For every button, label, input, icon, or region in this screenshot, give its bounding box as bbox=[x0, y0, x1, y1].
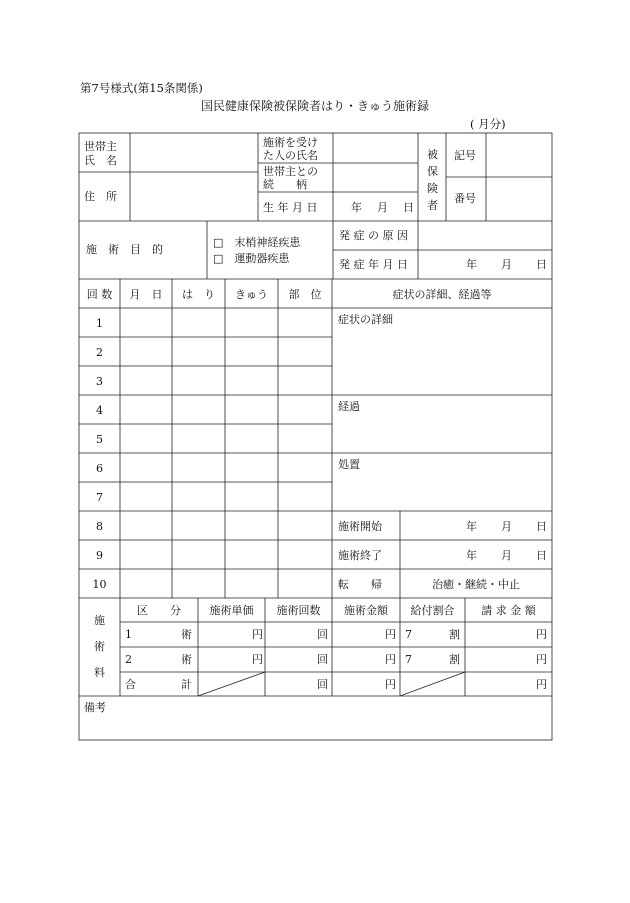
fee-row1-times: 回 bbox=[317, 628, 328, 641]
onset-month-label: 月 bbox=[501, 258, 512, 271]
fee-row1-unit-yen: 円 bbox=[252, 628, 263, 641]
symbol-label: 記号 bbox=[454, 149, 476, 162]
householder-label-1: 世帯主 bbox=[84, 140, 117, 153]
end-label: 施術終了 bbox=[338, 549, 382, 562]
birth-month-label: 月 bbox=[377, 201, 388, 214]
fee-total-label: 合 bbox=[125, 678, 136, 691]
purpose-option-musculoskeletal[interactable]: □ 運動器疾患 bbox=[213, 252, 290, 265]
purpose-option-peripheral-nerve[interactable]: □ 末梢神経疾患 bbox=[213, 236, 301, 249]
fee-header-category: 区 分 bbox=[137, 604, 181, 617]
fee-header-claim: 請 求 金 額 bbox=[481, 604, 536, 617]
relation-label-2: 続 柄 bbox=[263, 178, 307, 191]
insured-char-2: 保 bbox=[427, 165, 438, 178]
fee-row2-wari: 割 bbox=[449, 653, 460, 666]
fee-side-2: 術 bbox=[94, 640, 105, 653]
relation-label-1: 世帯主との bbox=[263, 165, 318, 178]
row-number: 9 bbox=[96, 549, 103, 562]
fee-row1-wari: 割 bbox=[449, 628, 460, 641]
end-day-label: 日 bbox=[536, 549, 547, 562]
start-label: 施術開始 bbox=[338, 520, 382, 533]
fee-header-unit: 施術単価 bbox=[209, 604, 254, 617]
fee-row1-number: 1 bbox=[125, 628, 132, 641]
cause-label: 発 症 の 原 因 bbox=[339, 229, 408, 242]
treatment-field[interactable] bbox=[332, 453, 552, 511]
householder-name-field[interactable] bbox=[130, 133, 258, 172]
recipient-name-field[interactable] bbox=[333, 133, 418, 163]
fee-side-1: 施 bbox=[94, 614, 105, 627]
remarks-field[interactable] bbox=[79, 696, 552, 740]
symptom-label: 症状の詳細 bbox=[338, 313, 393, 326]
treatment-label: 処置 bbox=[338, 458, 360, 471]
fee-row2-ratio: 7 bbox=[405, 653, 412, 666]
fee-row2-amount: 円 bbox=[385, 653, 396, 666]
row-number: 5 bbox=[96, 433, 103, 446]
recipient-label-1: 施術を受け bbox=[263, 136, 318, 149]
onset-label: 発 症 年 月 日 bbox=[339, 258, 408, 271]
row-number: 7 bbox=[96, 491, 103, 504]
header-details: 症状の詳細、経過等 bbox=[392, 288, 492, 301]
start-month-label: 月 bbox=[501, 520, 512, 533]
header-hari: は り bbox=[182, 288, 215, 301]
fee-row2-claim: 円 bbox=[536, 653, 547, 666]
progress-field[interactable] bbox=[332, 395, 552, 453]
fee-total-claim: 円 bbox=[536, 678, 547, 691]
address-field[interactable] bbox=[130, 172, 258, 221]
cause-field[interactable] bbox=[418, 221, 552, 250]
fee-row1-ratio: 7 bbox=[405, 628, 412, 641]
number-field[interactable] bbox=[486, 177, 552, 221]
end-year-label: 年 bbox=[466, 549, 477, 562]
header-count: 回 数 bbox=[86, 288, 113, 301]
purpose-label: 施 術 目 的 bbox=[86, 243, 163, 256]
birth-year-label: 年 bbox=[351, 201, 362, 214]
fee-row2-unit-yen: 円 bbox=[252, 653, 263, 666]
fee-total-amount: 円 bbox=[385, 678, 396, 691]
recipient-label-2: た人の氏名 bbox=[263, 149, 318, 162]
birth-label: 生 年 月 日 bbox=[263, 201, 318, 214]
fee-header-times: 施術回数 bbox=[276, 604, 321, 617]
row-number: 3 bbox=[96, 375, 103, 388]
outcome-label: 転 帰 bbox=[338, 578, 382, 591]
householder-label-2: 氏 名 bbox=[84, 154, 117, 167]
row-number: 8 bbox=[96, 520, 103, 533]
fee-side-3: 料 bbox=[94, 666, 105, 679]
insured-char-3: 険 bbox=[427, 182, 438, 195]
page-title: 国民健康保険被保険者はり・きゅう施術録 bbox=[200, 99, 429, 113]
symptom-field[interactable] bbox=[332, 308, 552, 395]
fee-row1-claim: 円 bbox=[536, 628, 547, 641]
fee-total-times: 回 bbox=[317, 678, 328, 691]
start-year-label: 年 bbox=[466, 520, 477, 533]
onset-day-label: 日 bbox=[536, 258, 547, 271]
outcome-options[interactable]: 治癒・継続・中止 bbox=[432, 578, 520, 591]
row-number: 4 bbox=[96, 404, 103, 417]
start-day-label: 日 bbox=[536, 520, 547, 533]
fee-total-kind: 計 bbox=[181, 678, 192, 691]
fee-row2-kind: 術 bbox=[181, 653, 192, 666]
row-number: 1 bbox=[96, 317, 103, 330]
birth-day-label: 日 bbox=[403, 201, 414, 214]
header-site: 部 位 bbox=[288, 288, 322, 301]
remarks-label: 備考 bbox=[84, 701, 106, 714]
symbol-field[interactable] bbox=[486, 133, 552, 177]
relation-field[interactable] bbox=[333, 163, 418, 192]
fee-row1-amount: 円 bbox=[385, 628, 396, 641]
fee-row2-times: 回 bbox=[317, 653, 328, 666]
fee-row2-number: 2 bbox=[125, 653, 132, 666]
header-date: 月 日 bbox=[129, 288, 163, 301]
number-label: 番号 bbox=[454, 192, 476, 205]
month-field[interactable]: ( 月分) bbox=[470, 117, 506, 131]
row-number: 6 bbox=[96, 462, 103, 475]
fee-header-amount: 施術金額 bbox=[344, 604, 388, 617]
onset-year-label: 年 bbox=[466, 258, 477, 271]
fee-row1-kind: 術 bbox=[181, 628, 192, 641]
insured-char-1: 被 bbox=[427, 148, 438, 161]
progress-label: 経過 bbox=[338, 400, 360, 413]
row-number: 10 bbox=[92, 578, 107, 591]
address-label: 住 所 bbox=[84, 190, 117, 203]
row-number: 2 bbox=[96, 346, 103, 359]
header-kyu: きゅう bbox=[235, 288, 268, 301]
insured-char-4: 者 bbox=[427, 199, 438, 212]
end-month-label: 月 bbox=[501, 549, 512, 562]
form-number: 第7号様式(第15条関係) bbox=[80, 81, 203, 95]
fee-header-ratio: 給付割合 bbox=[410, 604, 455, 617]
